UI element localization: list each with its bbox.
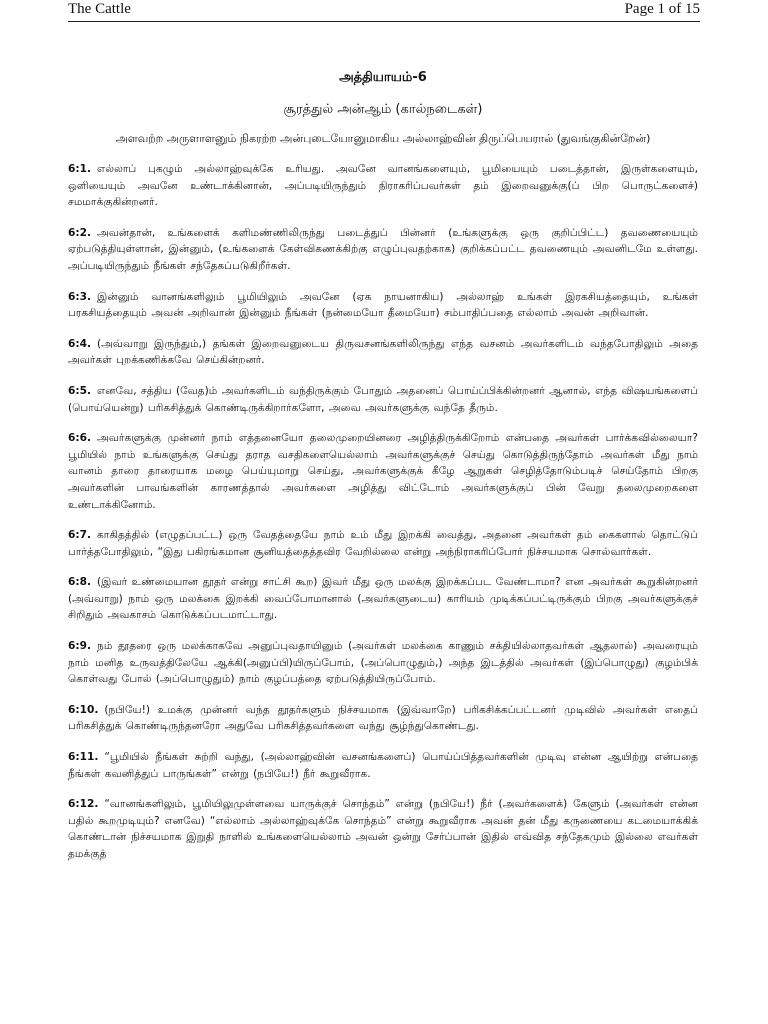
surah-title: சூரத்துல் அன்ஆம் (கால்நடைகள்) bbox=[283, 102, 483, 117]
verse bbox=[68, 527, 698, 560]
verse-text: (அவ்வாறு இருந்தும்,) தங்கள் இறைவனுடைய திருவசனங்களிலிருந்து எந்த வசனம் அவர்களிடம் வந்தபோதிலும் அதை அவர்கள் புறக்கணிக்கவே செய்கின்றனர். bbox=[68, 337, 698, 367]
verse-text: (நபியே!) உமக்கு முன்னர் வந்த தூதர்களும் நிச்சயமாக (இவ்வாறே) பரிகசிக்கப்பட்டனர் முடிவில் அவர்கள் எதைப் பரிகசித்துக் கொண்டிருந்தனரோ அதுவே பரிகசித்தவர்களை வந்து சூழ்ந்துகொண்டது. bbox=[68, 703, 698, 733]
verse bbox=[68, 749, 698, 782]
verse-text: அவன்தான், உங்களைக் களிமண்ணிலிருந்து படைத்துப் பின்னர் (உங்களுக்கு ஒரு குறிப்பிட்ட) தவணையையும் ஏற்படுத்தியுள்ளான், இன்னும், (உங்களைக் கேள்விகணக்கிற்கு எழுப்புவதற்காக) குறிக்கப்பட்ட தவணையும் அவனிடமே உள்ளது. அப்படியிருந்தும் நீங்கள் சந்தேகப்படுகிறீர்கள். bbox=[68, 226, 698, 272]
verse-text: இன்னும் வானங்களிலும் பூமியிலும் அவனே (ஏக நாயனாகிய) அல்லாஹ் உங்கள் இரகசியத்தையும், உங்கள் பரகசியத்தையும் அவன் அறிவான் இன்னும் நீங்கள் (நன்மையோ தீமையோ) சம்பாதிப்பதை எல்லாம் அவன் அறிவான். bbox=[68, 290, 698, 320]
document-body bbox=[68, 70, 698, 877]
page-number: Page 1 of 15 bbox=[624, 1, 700, 17]
verse bbox=[68, 702, 698, 735]
verse-number: 6:12. bbox=[68, 798, 99, 811]
verse-text: “வானங்களிலும், பூமியிலுமுள்ளவை யாருக்குச் சொந்தம்” என்று (நபியே!) நீர் (அவர்களைக்) கேளும் (அவர்கள் என்ன பதில் கூறமுடியும்? எனவே) “எல்லாம் அல்லாஹ்வுக்கே சொந்தம்” என்று கூறுவீராக அவன் தன் மீது கருணையை கடமையாக்கிக் கொண்டான் நிச்சயமாக இறுதி நாளில் உங்களையெல்லாம் அவன் ஒன்று சேர்ப்பான் இதில் எவ்வித சந்தேகமும் இல்லை எவர்கள் தமக்குத் bbox=[68, 798, 698, 860]
document-title: The Cattle bbox=[68, 1, 131, 17]
chapter-title: அத்தியாயம்-6 bbox=[339, 70, 427, 85]
verse bbox=[68, 638, 698, 688]
verse-text: அவர்களுக்கு முன்னர் நாம் எத்தனையோ தலைமுறையினரை அழித்திருக்கிறோம் என்பதை அவர்கள் பார்க்கவில்லையா? பூமியில் நாம் உங்களுக்கு செய்து தராத வசதிகளையெல்லாம் அவர்களுக்குச் செய்து கொடுத்திருந்தோம் அவர்கள் மீது நாம் வானம் தாரை தாரையாக மழை பெய்யுமாறு செய்து, அவர்களுக்குக் கீழே ஆறுகள் செழித்தோடும்படிச் செய்தோம் பிறகு அவர்களின் பாவங்களின் காரணத்தால் அவர்களை அழித்து விட்டோம் அவர்களுக்குப் பின் வேறு தலைமுறைகளை உண்டாக்கினோம். bbox=[68, 432, 698, 511]
page-header bbox=[0, 0, 768, 24]
verse bbox=[68, 289, 698, 322]
verse-number: 6:8. bbox=[68, 576, 92, 589]
verse-number: 6:11. bbox=[68, 751, 99, 764]
header-divider bbox=[68, 21, 700, 22]
verse bbox=[68, 225, 698, 275]
verse-number: 6:7. bbox=[68, 529, 92, 542]
verse-text: “பூமியில் நீங்கள் சுற்றி வந்து, (அல்லாஹ்வின் வசனங்களைப்) பொய்ப்பித்தவர்களின் முடிவு என்ன ஆயிற்று என்பதை நீங்கள் கவனித்துப் பாருங்கள்” என்று (நபியே!) நீர் கூறுவீராக. bbox=[68, 751, 698, 780]
verse-number: 6:5. bbox=[68, 384, 92, 397]
verse-text: காகிதத்தில் (எழுதப்பட்ட) ஒரு வேதத்தையே நாம் உம் மீது இறக்கி வைத்து, அதனை அவர்கள் தம் கைகளால் தொட்டுப் பார்த்தபோதிலும், “இது பகிரங்கமான சூனியத்தைத்தவிர வேறில்லை என்று அந்நிராகரிப்போர் நிச்சயமாக சொல்வார்கள். bbox=[68, 529, 698, 558]
verse-number: 6:4. bbox=[68, 337, 92, 350]
verse-text: நம் தூதரை ஒரு மலக்காகவே அனுப்புவதாயினும் (அவர்கள் மலக்கை காணும் சக்தியில்லாதவர்கள் ஆதலால்) அவரையும் நாம் மனித உருவத்திலேயே ஆக்கி(அனுப்பி)யிருப்போம், (அப்பொழுதும்,) அந்த இடத்தில் அவர்கள் (இப்பொழுது) குழம்பிக் கொள்வது போல் (அப்பொழுதும்) நாம் குழப்பத்தை ஏற்படுத்தியிருப்போம். bbox=[68, 640, 698, 686]
verse-number: 6:9. bbox=[68, 640, 92, 653]
verse-number: 6:2. bbox=[68, 226, 92, 239]
verse bbox=[68, 336, 698, 369]
verse-text: எனவே, சத்திய (வேத)ம் அவர்களிடம் வந்திருக்கும் போதும் அதனைப் பொய்ப்பிக்கின்றனர் ஆனால், எந்த விஷயங்களைப் (பொய்யென்று) பரிகசித்துக் கொண்டிருக்கிறார்களோ, அவை அவர்களுக்கு வந்தே தீரும். bbox=[68, 384, 698, 414]
verse bbox=[68, 430, 698, 513]
verse-number: 6:3. bbox=[68, 290, 92, 303]
verse bbox=[68, 161, 698, 211]
verse-number: 6:1. bbox=[68, 163, 92, 175]
verse bbox=[68, 383, 698, 416]
verse-text: எல்லாப் புகழும் அல்லாஹ்வுக்கே உரியது. அவனே வானங்களையும், பூமியையும் படைத்தான், இருள்களையும், ஒளியையும் அவனே உண்டாக்கினான், அப்படியிருந்தும் நிராகரிப்பவர்கள் தம் இறைவனுக்கு(ப் பிற பொருட்களைச்) சமமாக்குகின்றனர். bbox=[68, 163, 698, 209]
verse-text: (இவர் உண்மையான தூதர் என்று சாட்சி கூற) இவர் மீது ஒரு மலக்கு இறக்கப்பட வேண்டாமா? என அவர்கள் கூறுகின்றனர் (அவ்வாறு) நாம் ஒரு மலக்கை இறக்கி வைப்போமானால் (அவர்களுடைய) காரியம் முடிக்கப்பட்டிருக்கும் பிறகு அவர்களுக்குச் சிறிதும் அவகாசம் கொடுக்கப்படமாட்டாது. bbox=[68, 576, 698, 622]
verse bbox=[68, 796, 698, 862]
bismillah: அளவற்ற அருளாளனும் நிகரற்ற அன்புடையோனுமாகிய அல்லாஹ்வின் திருப்பெயரால் (துவங்குகின்றேன்) bbox=[115, 132, 651, 145]
verse-number: 6:10. bbox=[68, 703, 99, 716]
verse bbox=[68, 574, 698, 624]
verse-number: 6:6. bbox=[68, 432, 92, 445]
